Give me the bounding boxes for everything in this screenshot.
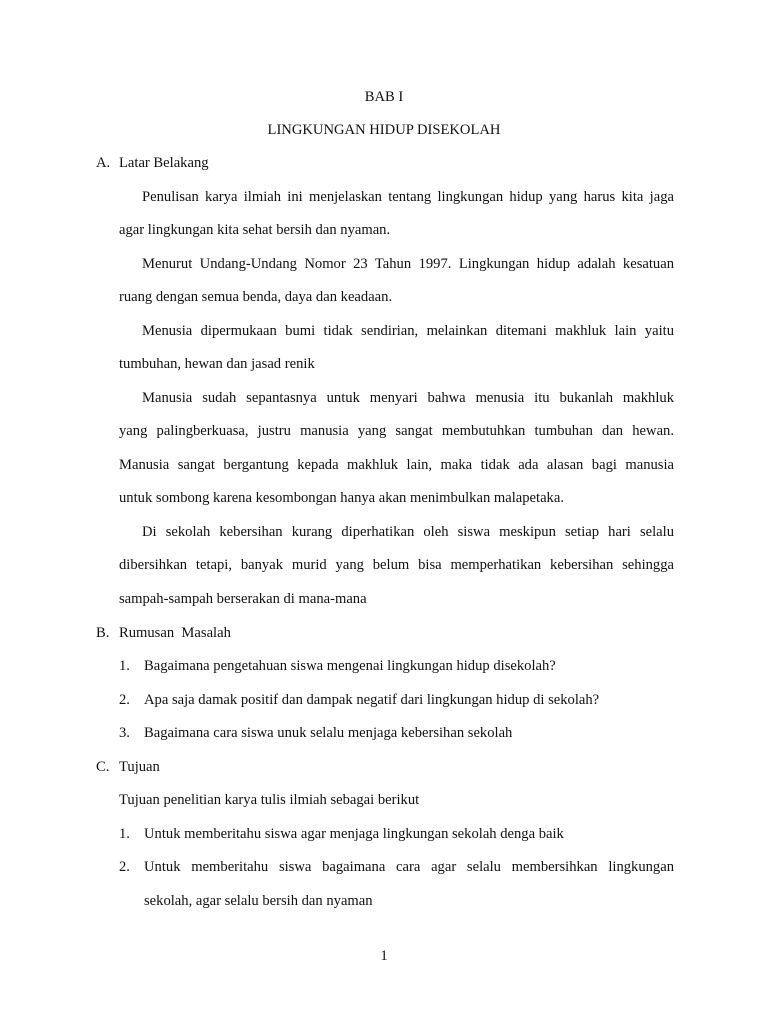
section-heading: Latar Belakang (119, 155, 209, 171)
paragraph-line: Manusia sangat bergantung kepada makhluk lain, maka tidak ada alasan bagi manusia (119, 457, 674, 473)
document-title: LINGKUNGAN HIDUP DISEKOLAH (267, 122, 501, 138)
page-number: 1 (380, 948, 388, 964)
section-letter: A. (96, 155, 111, 171)
list-number: 2. (119, 859, 130, 875)
paragraph-line: Manusia sudah sepantasnya untuk menyari bahwa menusia itu bukanlah makhluk (142, 390, 674, 406)
list-item: Apa saja damak positif dan dampak negatif dari lingkungan hidup di sekolah? (144, 692, 600, 708)
paragraph-line: agar lingkungan kita sehat bersih dan nyaman. (119, 222, 391, 238)
paragraph-line: Menusia dipermukaan bumi tidak sendirian, melainkan ditemani makhluk lain yaitu (142, 323, 674, 339)
paragraph-line: ruang dengan semua benda, daya dan keadaan. (119, 289, 393, 305)
paragraph-line: tumbuhan, hewan dan jasad renik (119, 356, 315, 372)
list-number: 3. (119, 725, 130, 741)
paragraph-line: yang palingberkuasa, justru manusia yang sangat membutuhkan tumbuhan dan hewan. (119, 423, 674, 439)
paragraph-line: Penulisan karya ilmiah ini menjelaskan tentang lingkungan hidup yang harus kita jaga (142, 189, 674, 205)
paragraph-line: Menurut Undang-Undang Nomor 23 Tahun 1997. Lingkungan hidup adalah kesatuan (142, 256, 674, 272)
section-intro: Tujuan penelitian karya tulis ilmiah sebagai berikut (119, 792, 420, 808)
paragraph-line: untuk sombong karena kesombongan hanya akan menimbulkan malapetaka. (119, 490, 564, 506)
list-item: Untuk memberitahu siswa bagaimana cara agar selalu membersihkan lingkungan (144, 859, 674, 875)
section-heading: Tujuan (119, 759, 160, 775)
list-item: Bagaimana pengetahuan siswa mengenai lingkungan hidup disekolah? (144, 658, 556, 674)
paragraph-line: sampah-sampah berserakan di mana-mana (119, 591, 367, 607)
section-letter: B. (96, 625, 110, 641)
list-item: Bagaimana cara siswa unuk selalu menjaga kebersihan sekolah (144, 725, 513, 741)
section-letter: C. (96, 759, 110, 775)
list-number: 2. (119, 692, 130, 708)
list-item-continuation: sekolah, agar selalu bersih dan nyaman (144, 893, 373, 909)
section-heading: Rumusan Masalah (119, 625, 231, 641)
paragraph-line: Di sekolah kebersihan kurang diperhatikan oleh siswa meskipun setiap hari selalu (142, 524, 674, 540)
list-number: 1. (119, 826, 130, 842)
list-number: 1. (119, 658, 130, 674)
list-item: Untuk memberitahu siswa agar menjaga lingkungan sekolah denga baik (144, 826, 564, 842)
paragraph-line: dibersihkan tetapi, banyak murid yang belum bisa memperhatikan kebersihan sehingga (119, 557, 674, 573)
chapter-heading: BAB I (364, 89, 404, 105)
